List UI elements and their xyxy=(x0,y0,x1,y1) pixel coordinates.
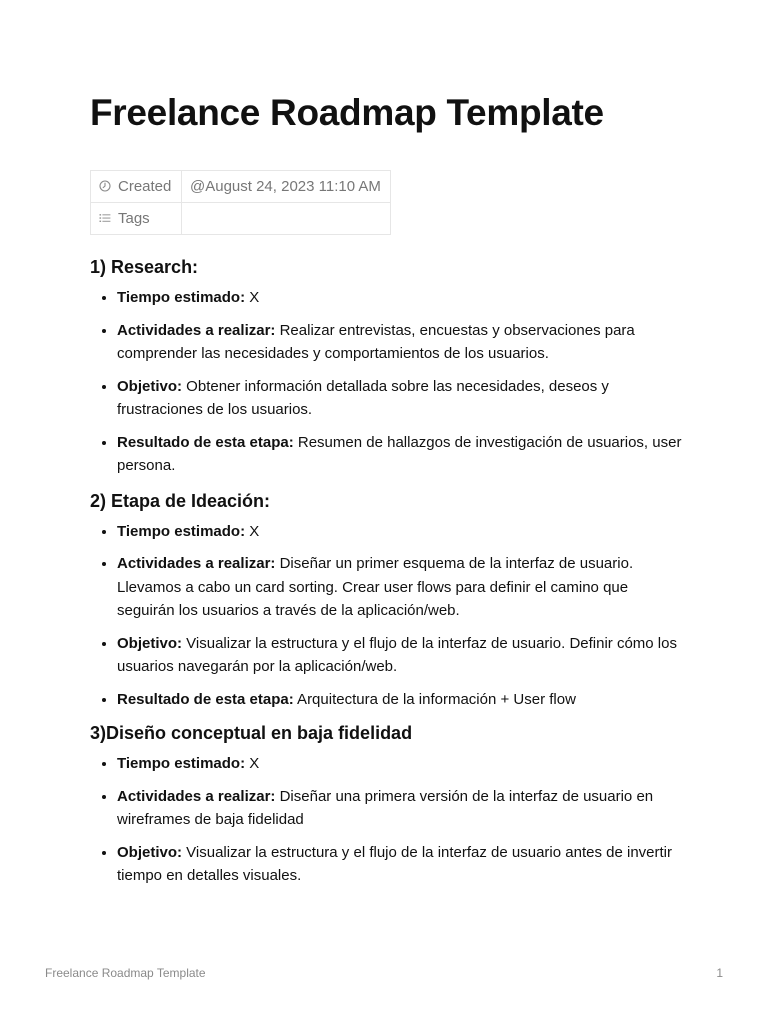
footer-title: Freelance Roadmap Template xyxy=(45,966,206,980)
property-key-tags xyxy=(91,203,182,235)
list-item xyxy=(117,841,682,888)
list-item xyxy=(117,520,682,544)
properties-table xyxy=(90,170,391,235)
list-item xyxy=(117,785,682,832)
list-item xyxy=(117,319,682,366)
item-text: Diseñar un primer esquema de la interfaz de usuario. Llevamos a cabo un card sorting. Crear user flows para definir el camino que seguirán los usuarios a través de la aplicación/web. xyxy=(117,555,634,619)
section-heading: 3)Diseño conceptual en baja fidelidad xyxy=(90,723,413,743)
item-label: Objetivo: xyxy=(117,843,183,861)
list-item xyxy=(117,632,682,679)
clock-icon xyxy=(99,180,111,192)
property-key-label: Created xyxy=(118,178,172,195)
section-heading: 1) Research: xyxy=(90,257,199,277)
item-text: Visualizar la estructura y el flujo de la interfaz de usuario. Definir cómo los usuarios navegarán por la aplicación/web. xyxy=(117,634,677,675)
item-label: Tiempo estimado: xyxy=(117,522,246,540)
property-key-label: Tags xyxy=(118,210,150,227)
bullet-list xyxy=(90,752,682,888)
item-text: X xyxy=(245,522,260,540)
list-item xyxy=(117,431,682,478)
list-item xyxy=(117,688,682,712)
item-label: Objetivo: xyxy=(117,377,183,395)
section-low-fidelity xyxy=(90,721,682,888)
item-label: Tiempo estimado: xyxy=(117,289,246,306)
item-label: Tiempo estimado: xyxy=(117,755,246,772)
page-number: 1 xyxy=(716,966,723,980)
property-value-created[interactable]: @August 24, 2023 11:10 AM xyxy=(182,171,391,203)
property-value-tags[interactable] xyxy=(182,203,391,235)
list-item xyxy=(117,752,682,776)
item-label: Actividades a realizar: xyxy=(117,555,276,572)
list-item xyxy=(117,375,682,422)
section-heading: 2) Etapa de Ideación: xyxy=(90,490,271,511)
page-title: Freelance Roadmap Template xyxy=(90,92,604,133)
property-key-created xyxy=(91,171,182,203)
item-label: Resultado de esta etapa: xyxy=(117,433,294,451)
item-text: Obtener información detallada sobre las necesidades, deseos y frustraciones de los usuarios. xyxy=(117,377,609,418)
item-label: Actividades a realizar: xyxy=(117,787,276,805)
item-text: X xyxy=(245,755,260,772)
item-text: X xyxy=(245,289,260,306)
list-item xyxy=(117,552,682,623)
item-label: Resultado de esta etapa: xyxy=(117,690,294,708)
item-label: Objetivo: xyxy=(117,634,183,652)
property-row-created xyxy=(91,171,391,203)
item-text: Realizar entrevistas, encuestas y observaciones para comprender las necesidades y comportamientos de los usuarios. xyxy=(117,321,635,362)
bullet-list xyxy=(90,520,682,712)
item-text: Arquitectura de la información + User flow xyxy=(293,690,576,708)
list-item xyxy=(117,286,682,310)
item-text: Diseñar una primera versión de la interfaz de usuario en wireframes de baja fidelidad xyxy=(117,787,654,828)
section-ideation xyxy=(90,489,682,712)
bullet-list xyxy=(90,286,682,478)
property-row-tags xyxy=(91,203,391,235)
document-body xyxy=(90,255,682,897)
item-text: Visualizar la estructura y el flujo de la interfaz de usuario antes de invertir tiempo en detalles visuales. xyxy=(117,843,672,884)
section-research xyxy=(90,255,682,478)
list-icon xyxy=(99,212,111,224)
item-label: Actividades a realizar: xyxy=(117,321,276,339)
item-text: Resumen de hallazgos de investigación de usuarios, user persona. xyxy=(117,433,682,474)
